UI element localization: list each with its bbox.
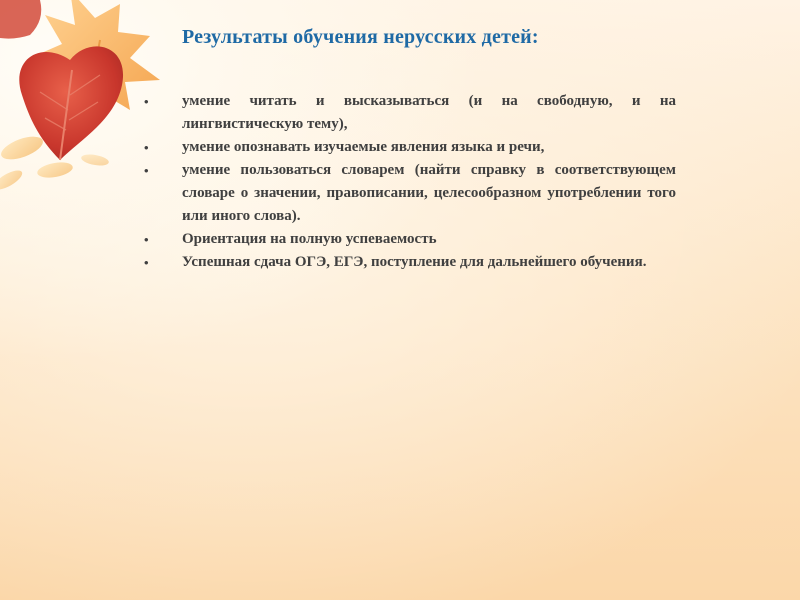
bullet-dot: • <box>144 232 149 247</box>
bullet-list <box>144 90 676 274</box>
bullet-item <box>144 90 676 136</box>
bullet-text: умение пользоваться словарем (найти справку в соответствующем словаре о значении, правописании, целесообразном употреблении того или иного слова). <box>182 162 676 224</box>
bullet-dot: • <box>144 94 149 109</box>
bullet-text: умение читать и высказываться (и на свободную, и на лингвистическую тему), <box>182 93 676 132</box>
bullet-item <box>144 228 676 251</box>
bullet-item <box>144 136 676 159</box>
bullet-text: Ориентация на полную успеваемость <box>182 231 437 247</box>
bullet-dot: • <box>144 255 149 270</box>
bullet-dot: • <box>144 163 149 178</box>
slide-title: Результаты обучения нерусских детей: <box>182 26 539 48</box>
bullet-text: умение опознавать изучаемые явления языка и речи, <box>182 139 545 155</box>
bullet-item <box>144 159 676 228</box>
bullet-text: Успешная сдача ОГЭ, ЕГЭ, поступление для дальнейшего обучения. <box>182 254 647 270</box>
bullet-item <box>144 251 676 274</box>
bullet-dot: • <box>144 140 149 155</box>
